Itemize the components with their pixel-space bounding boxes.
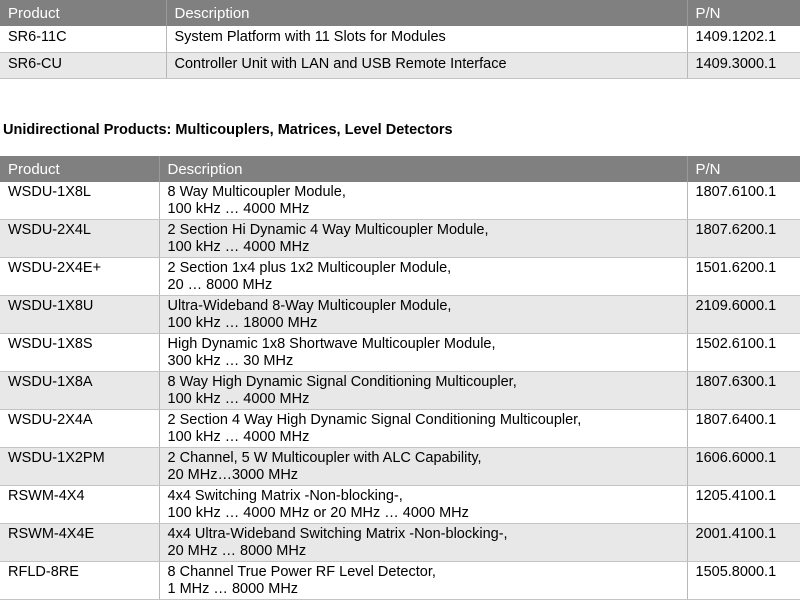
description-line-2: 100 kHz … 4000 MHz	[167, 201, 310, 217]
cell-description	[159, 410, 687, 448]
header-product: Product	[0, 156, 159, 182]
cell-product: WSDU-2X4L	[0, 220, 159, 258]
table-row	[0, 258, 800, 296]
cell-pn: 1807.6300.1	[687, 372, 800, 410]
table-row	[0, 562, 800, 600]
description-line-2: 20 … 8000 MHz	[167, 277, 273, 293]
cell-product: WSDU-2X4A	[0, 410, 159, 448]
cell-description	[159, 220, 687, 258]
description-line-2: 20 MHz…3000 MHz	[167, 467, 299, 483]
table-row	[0, 334, 800, 372]
description-line-2: 100 kHz … 4000 MHz or 20 MHz … 4000 MHz	[167, 505, 469, 521]
cell-description	[166, 52, 687, 78]
description-line-1: 8 Channel True Power RF Level Detector,	[167, 564, 436, 580]
cell-pn: 1807.6100.1	[687, 182, 800, 220]
description-line-1: 2 Section 1x4 plus 1x2 Multicoupler Module,	[167, 260, 452, 276]
cell-description	[159, 524, 687, 562]
description-line-1: 2 Channel, 5 W Multicoupler with ALC Capability,	[167, 450, 482, 466]
header-pn: P/N	[687, 0, 800, 26]
cell-pn: 1409.3000.1	[687, 52, 800, 78]
description-line-1: 2 Section Hi Dynamic 4 Way Multicoupler Module,	[167, 222, 489, 238]
table-row	[0, 296, 800, 334]
table-row	[0, 410, 800, 448]
description-line-1: 8 Way High Dynamic Signal Conditioning Multicoupler,	[167, 374, 517, 390]
description-line-1: Controller Unit with LAN and USB Remote Interface	[174, 55, 507, 72]
description-line-1: 4x4 Switching Matrix -Non-blocking-,	[167, 488, 403, 504]
cell-description	[159, 372, 687, 410]
header-product: Product	[0, 0, 166, 26]
description-line-1: High Dynamic 1x8 Shortwave Multicoupler Module,	[167, 336, 496, 352]
description-line-2: 100 kHz … 18000 MHz	[167, 315, 318, 331]
description-line-2: 100 kHz … 4000 MHz	[167, 429, 310, 445]
description-line-1: System Platform with 11 Slots for Modules	[174, 29, 446, 45]
table-row	[0, 486, 800, 524]
cell-pn: 1807.6400.1	[687, 410, 800, 448]
cell-description	[159, 182, 687, 220]
cell-pn: 1409.1202.1	[687, 26, 800, 52]
table-header-row	[0, 156, 800, 182]
header-description: Description	[166, 0, 687, 26]
cell-description	[159, 258, 687, 296]
cell-product: WSDU-1X8A	[0, 372, 159, 410]
cell-pn: 1606.6000.1	[687, 448, 800, 486]
cell-description	[159, 296, 687, 334]
platform-table	[0, 0, 800, 79]
description-line-1: Ultra-Wideband 8-Way Multicoupler Module,	[167, 298, 452, 314]
cell-pn: 1205.4100.1	[687, 486, 800, 524]
cell-pn: 1502.6100.1	[687, 334, 800, 372]
cell-product: WSDU-2X4E+	[0, 258, 159, 296]
cell-description	[159, 486, 687, 524]
cell-product: SR6-11C	[0, 26, 166, 52]
cell-product: SR6-CU	[0, 52, 166, 78]
description-line-1: 2 Section 4 Way High Dynamic Signal Conditioning Multicoupler,	[167, 412, 582, 428]
table-row	[0, 524, 800, 562]
cell-description	[159, 448, 687, 486]
header-description: Description	[159, 156, 687, 182]
description-line-1: 4x4 Ultra-Wideband Switching Matrix -Non-blocking-,	[167, 526, 508, 542]
description-line-2: 1 MHz … 8000 MHz	[167, 581, 299, 597]
cell-product: RSWM-4X4E	[0, 524, 159, 562]
section-heading: Unidirectional Products: Multicouplers, Matrices, Level Detectors	[3, 122, 453, 138]
cell-product: WSDU-1X8L	[0, 182, 159, 220]
description-line-2: 100 kHz … 4000 MHz	[167, 391, 310, 407]
table-row	[0, 52, 800, 78]
cell-pn: 2109.6000.1	[687, 296, 800, 334]
cell-pn: 1505.8000.1	[687, 562, 800, 600]
cell-pn: 2001.4100.1	[687, 524, 800, 562]
cell-description	[159, 334, 687, 372]
cell-product: WSDU-1X8S	[0, 334, 159, 372]
description-line-2: 20 MHz … 8000 MHz	[167, 543, 307, 559]
table-header-row	[0, 0, 800, 26]
description-line-2: 100 kHz … 4000 MHz	[167, 239, 310, 255]
unidirectional-products-table	[0, 156, 800, 600]
cell-pn: 1501.6200.1	[687, 258, 800, 296]
table-row	[0, 26, 800, 52]
cell-pn: 1807.6200.1	[687, 220, 800, 258]
cell-description	[159, 562, 687, 600]
cell-description	[166, 26, 687, 52]
description-line-1: 8 Way Multicoupler Module,	[167, 184, 346, 200]
cell-product: RSWM-4X4	[0, 486, 159, 524]
description-line-2: 300 kHz … 30 MHz	[167, 353, 294, 369]
header-pn: P/N	[687, 156, 800, 182]
table-row	[0, 220, 800, 258]
cell-product: RFLD-8RE	[0, 562, 159, 600]
table-row	[0, 372, 800, 410]
cell-product: WSDU-1X8U	[0, 296, 159, 334]
table-row	[0, 182, 800, 220]
cell-product: WSDU-1X2PM	[0, 448, 159, 486]
table-row	[0, 448, 800, 486]
